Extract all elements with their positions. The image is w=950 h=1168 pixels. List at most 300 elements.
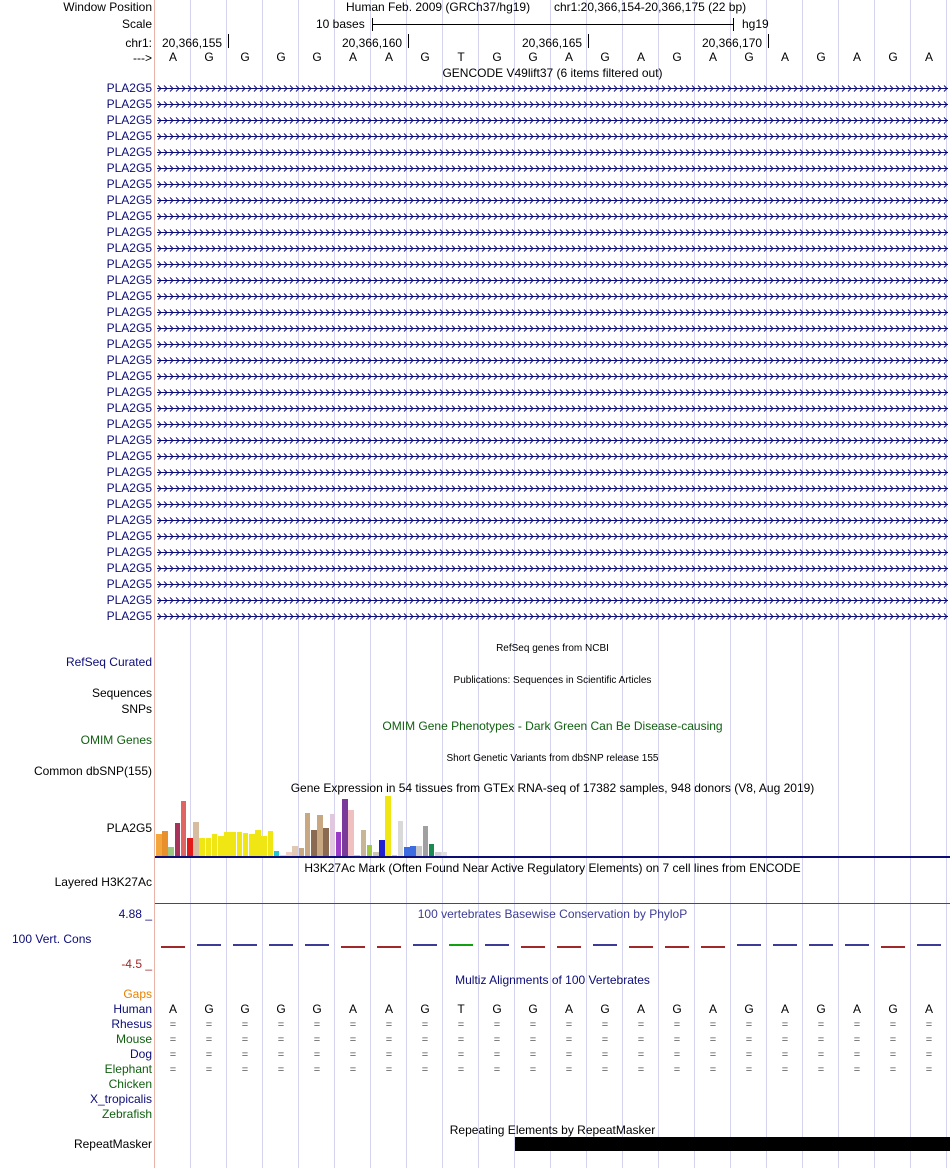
multiz-match-symbol: = (313, 1034, 321, 1046)
phylop-score-segment (629, 946, 653, 948)
gencode-transcript-row[interactable] (0, 337, 950, 352)
rmsk-track-title[interactable]: Repeating Elements by RepeatMasker (449, 1123, 656, 1137)
gencode-transcript-row[interactable] (0, 593, 950, 608)
phylop-score-segment (485, 944, 509, 946)
phylop-score-segment (377, 946, 401, 948)
multiz-match-symbol: = (817, 1049, 825, 1061)
multiz-match-symbol: = (817, 1019, 825, 1031)
multiz-match-symbol: = (241, 1064, 249, 1076)
multiz-species-label[interactable]: Rhesus (111, 1017, 152, 1031)
gtex-tissue-bar[interactable] (398, 821, 404, 856)
base-letter: A (636, 50, 645, 64)
strand-arrows (157, 501, 948, 508)
multiz-match-symbol: = (709, 1019, 717, 1031)
gtex-tissue-bar[interactable] (367, 845, 373, 856)
gtex-tissue-bar[interactable] (423, 826, 429, 856)
gencode-transcript-label[interactable]: PLA2G5 (106, 161, 152, 175)
multiz-match-symbol: = (745, 1049, 753, 1061)
coord-label: 20,366,155 (162, 36, 223, 50)
gtex-tissue-bar[interactable] (193, 822, 199, 856)
gtex-tissue-bar[interactable] (168, 847, 174, 856)
gencode-transcript-row[interactable] (0, 273, 950, 288)
phylop-score-segment (665, 946, 689, 948)
strand-arrows (157, 517, 948, 524)
gencode-transcript-row[interactable] (0, 113, 950, 128)
gencode-transcript-label[interactable]: PLA2G5 (106, 273, 152, 287)
gtex-tissue-bar[interactable] (429, 844, 435, 856)
gencode-transcript-label[interactable]: PLA2G5 (106, 401, 152, 415)
phylop-score-segment (521, 946, 545, 948)
gtex-tissue-bar[interactable] (206, 838, 212, 856)
gencode-transcript-label[interactable]: PLA2G5 (106, 337, 152, 351)
strand-arrows (157, 181, 948, 188)
base-letter: G (276, 50, 286, 64)
multiz-human-base: G (816, 1002, 826, 1016)
base-letter: G (744, 50, 754, 64)
strand-arrows (157, 389, 948, 396)
base-letter: A (564, 50, 573, 64)
gtex-tissue-bar[interactable] (175, 823, 181, 856)
strand-arrows (157, 453, 948, 460)
multiz-match-symbol: = (925, 1034, 933, 1046)
gencode-transcript-label[interactable]: PLA2G5 (106, 593, 152, 607)
multiz-match-symbol: = (493, 1019, 501, 1031)
base-letter: G (600, 50, 610, 64)
gencode-transcript-row[interactable] (0, 97, 950, 112)
multiz-match-symbol: = (529, 1049, 537, 1061)
multiz-match-symbol: = (781, 1034, 789, 1046)
multiz-match-symbol: = (421, 1019, 429, 1031)
region-title: chr1:20,366,154-20,366,175 (22 bp) (554, 0, 747, 14)
multiz-match-symbol: = (601, 1064, 609, 1076)
h3k27ac-signal-line (155, 903, 950, 904)
gtex-tissue-bar[interactable] (317, 815, 323, 856)
gtex-tissue-bar[interactable] (243, 833, 249, 856)
multiz-species-label[interactable]: X_tropicalis (89, 1092, 152, 1106)
phylop-score-segment (413, 944, 437, 946)
gencode-transcript-row[interactable] (0, 81, 950, 96)
coord-tick (588, 34, 589, 48)
multiz-human-base: A (780, 1002, 789, 1016)
gencode-transcript-row[interactable] (0, 417, 950, 432)
base-letter: G (312, 50, 322, 64)
multiz-match-symbol: = (205, 1064, 213, 1076)
gencode-transcript-row[interactable] (0, 465, 950, 480)
gencode-transcript-label[interactable]: PLA2G5 (106, 369, 152, 383)
gencode-transcript-label[interactable]: PLA2G5 (106, 481, 152, 495)
phylop-score-segment (773, 944, 797, 946)
gtex-tissue-bar[interactable] (410, 846, 416, 856)
phylop-score-segment (845, 944, 869, 946)
multiz-match-symbol: = (349, 1019, 357, 1031)
multiz-human-base: A (924, 1002, 933, 1016)
gencode-transcript-label[interactable]: PLA2G5 (106, 385, 152, 399)
assembly-title: Human Feb. 2009 (GRCh37/hg19) (346, 0, 531, 14)
repeat-element-block[interactable] (515, 1137, 950, 1151)
strand-arrows (157, 277, 948, 284)
coord-label: 20,366,165 (522, 36, 583, 50)
gtex-tissue-bar[interactable] (181, 801, 187, 856)
gencode-transcript-label[interactable]: PLA2G5 (106, 321, 152, 335)
multiz-human-base: A (852, 1002, 861, 1016)
base-letter: G (528, 50, 538, 64)
multiz-species-label[interactable]: Elephant (104, 1062, 152, 1076)
gencode-transcript-row[interactable] (0, 545, 950, 560)
multiz-match-symbol: = (709, 1064, 717, 1076)
multiz-human-base: G (600, 1002, 610, 1016)
gencode-transcript-label[interactable]: PLA2G5 (106, 561, 152, 575)
gencode-transcript-row[interactable] (0, 241, 950, 256)
gtex-tissue-bar[interactable] (348, 810, 354, 856)
gencode-transcript-row[interactable] (0, 529, 950, 544)
gencode-track-title[interactable]: GENCODE V49lift37 (6 items filtered out) (442, 66, 663, 80)
multiz-match-symbol: = (169, 1064, 177, 1076)
phylop-score-segment (737, 944, 761, 946)
gencode-transcript-label[interactable]: PLA2G5 (106, 209, 152, 223)
strand-arrows (157, 149, 948, 156)
strand-label: ---> (133, 51, 152, 65)
strand-arrows (157, 165, 948, 172)
gtex-baseline (155, 856, 950, 858)
multiz-match-symbol: = (493, 1049, 501, 1061)
multiz-match-symbol: = (673, 1064, 681, 1076)
gtex-tissue-bar[interactable] (237, 832, 243, 856)
gencode-transcript-row[interactable] (0, 497, 950, 512)
strand-arrows (157, 293, 948, 300)
multiz-match-symbol: = (673, 1034, 681, 1046)
gtex-tissue-bar[interactable] (162, 831, 168, 856)
multiz-match-symbol: = (493, 1064, 501, 1076)
multiz-human-base: T (457, 1002, 465, 1016)
phylop-track-label[interactable]: 100 Vert. Cons (12, 932, 92, 946)
h3k27ac-track-label[interactable]: Layered H3K27Ac (54, 875, 152, 889)
base-letter: G (420, 50, 430, 64)
pubs-track-label-snps[interactable]: SNPs (121, 702, 152, 716)
gtex-tissue-bar[interactable] (255, 830, 261, 856)
multiz-match-symbol: = (205, 1049, 213, 1061)
strand-arrows (157, 485, 948, 492)
gencode-transcript-row[interactable] (0, 209, 950, 224)
base-letter: G (204, 50, 214, 64)
gencode-transcript-row[interactable] (0, 257, 950, 272)
base-letter: T (457, 50, 465, 64)
multiz-match-symbol: = (565, 1049, 573, 1061)
multiz-match-symbol: = (421, 1049, 429, 1061)
gtex-tissue-bar[interactable] (311, 830, 317, 856)
gtex-tissue-bar[interactable] (249, 834, 255, 856)
pubs-track-label-sequences[interactable]: Sequences (91, 686, 152, 700)
refseq-track-title[interactable]: RefSeq genes from NCBI (496, 643, 609, 654)
strand-arrows (157, 469, 948, 476)
multiz-human-base: G (528, 1002, 538, 1016)
multiz-match-symbol: = (889, 1019, 897, 1031)
base-letter: G (672, 50, 682, 64)
gencode-transcript-label[interactable]: PLA2G5 (106, 353, 152, 367)
multiz-human-base: G (312, 1002, 322, 1016)
multiz-human-base: G (240, 1002, 250, 1016)
gencode-transcript-row[interactable] (0, 401, 950, 416)
strand-arrows (157, 565, 948, 572)
base-letter: A (384, 50, 393, 64)
gtex-tissue-bar[interactable] (268, 831, 274, 856)
gtex-tissue-bar[interactable] (230, 832, 236, 856)
strand-arrows (157, 597, 948, 604)
multiz-match-symbol: = (169, 1034, 177, 1046)
multiz-match-symbol: = (457, 1049, 465, 1061)
multiz-match-symbol: = (313, 1064, 321, 1076)
gtex-tissue-bar[interactable] (156, 834, 162, 856)
base-letter: A (708, 50, 717, 64)
gencode-transcript-label[interactable]: PLA2G5 (106, 465, 152, 479)
gencode-transcript-row[interactable] (0, 129, 950, 144)
multiz-match-symbol: = (277, 1034, 285, 1046)
gtex-tissue-bar[interactable] (299, 848, 305, 856)
gencode-transcript-label[interactable]: PLA2G5 (106, 513, 152, 527)
base-letter: A (348, 50, 357, 64)
omim-track-title[interactable]: OMIM Gene Phenotypes - Dark Green Can Be Disease-causing (382, 719, 723, 733)
multiz-human-base: G (492, 1002, 502, 1016)
gencode-transcript-row[interactable] (0, 561, 950, 576)
strand-arrows (157, 245, 948, 252)
scale-bar-line (372, 24, 733, 25)
phylop-score-segment (341, 946, 365, 948)
multiz-species-label[interactable]: Dog (129, 1047, 152, 1061)
gtex-track-label[interactable]: PLA2G5 (106, 821, 152, 835)
gencode-transcript-label[interactable]: PLA2G5 (106, 177, 152, 191)
gencode-transcript-row[interactable] (0, 385, 950, 400)
gtex-tissue-bar[interactable] (361, 830, 367, 856)
pubs-track-title[interactable]: Publications: Sequences in Scientific Articles (453, 675, 652, 686)
gtex-track-title[interactable]: Gene Expression in 54 tissues from GTEx RNA-seq of 17382 samples, 948 donors (V8, Aug 2019) (290, 781, 815, 795)
multiz-match-symbol: = (205, 1019, 213, 1031)
strand-arrows (157, 197, 948, 204)
phylop-max-label: 4.88 _ (118, 907, 152, 921)
multiz-match-symbol: = (241, 1049, 249, 1061)
multiz-match-symbol: = (529, 1034, 537, 1046)
multiz-human-base: A (168, 1002, 177, 1016)
multiz-match-symbol: = (889, 1034, 897, 1046)
multiz-match-symbol: = (529, 1019, 537, 1031)
multiz-match-symbol: = (457, 1034, 465, 1046)
phylop-score-segment (233, 944, 257, 946)
phylop-score-segment (449, 944, 473, 946)
gencode-transcript-row[interactable] (0, 289, 950, 304)
gencode-transcript-label[interactable]: PLA2G5 (106, 241, 152, 255)
gencode-transcript-row[interactable] (0, 193, 950, 208)
strand-arrows (157, 309, 948, 316)
multiz-track-title[interactable]: Multiz Alignments of 100 Vertebrates (455, 973, 650, 987)
multiz-match-symbol: = (925, 1019, 933, 1031)
multiz-gaps-label[interactable]: Gaps (123, 987, 152, 1001)
strand-arrows (157, 341, 948, 348)
multiz-match-symbol: = (925, 1049, 933, 1061)
base-letter: G (492, 50, 502, 64)
strand-arrows (157, 213, 948, 220)
multiz-species-label[interactable]: Human (113, 1002, 152, 1016)
multiz-species-label[interactable]: Chicken (108, 1077, 152, 1091)
gtex-tissue-bar[interactable] (199, 838, 205, 856)
gtex-tissue-bar[interactable] (305, 813, 311, 856)
phylop-score-segment (881, 946, 905, 948)
gtex-tissue-bar[interactable] (261, 836, 267, 856)
multiz-match-symbol: = (817, 1064, 825, 1076)
multiz-match-symbol: = (781, 1019, 789, 1031)
phylop-score-segment (305, 944, 329, 946)
multiz-human-base: G (276, 1002, 286, 1016)
gtex-tissue-bar[interactable] (342, 799, 348, 856)
multiz-match-symbol: = (565, 1019, 573, 1031)
gencode-transcript-row[interactable] (0, 161, 950, 176)
gencode-transcript-row[interactable] (0, 177, 950, 192)
multiz-match-symbol: = (745, 1034, 753, 1046)
phylop-score-segment (269, 944, 293, 946)
multiz-human-base: A (636, 1002, 645, 1016)
rmsk-track-label[interactable]: RepeatMasker (73, 1137, 152, 1151)
multiz-match-symbol: = (457, 1064, 465, 1076)
gencode-transcript-label[interactable]: PLA2G5 (106, 97, 152, 111)
h3k27ac-track-title[interactable]: H3K27Ac Mark (Often Found Near Active Regulatory Elements) on 7 cell lines from ENCODE (304, 861, 801, 875)
base-letter: G (888, 50, 898, 64)
gtex-tissue-bar[interactable] (336, 832, 342, 856)
coord-tick (408, 34, 409, 48)
multiz-match-symbol: = (853, 1034, 861, 1046)
dbsnp-track-title[interactable]: Short Genetic Variants from dbSNP release 155 (446, 753, 659, 764)
gencode-transcript-row[interactable] (0, 513, 950, 528)
multiz-match-symbol: = (169, 1049, 177, 1061)
gencode-transcript-label[interactable]: PLA2G5 (106, 225, 152, 239)
multiz-match-symbol: = (385, 1034, 393, 1046)
gencode-transcript-label[interactable]: PLA2G5 (106, 257, 152, 271)
multiz-match-symbol: = (745, 1019, 753, 1031)
multiz-match-symbol: = (529, 1064, 537, 1076)
gtex-tissue-bar[interactable] (379, 840, 385, 856)
multiz-match-symbol: = (889, 1064, 897, 1076)
multiz-match-symbol: = (493, 1034, 501, 1046)
gencode-transcript-row[interactable] (0, 225, 950, 240)
multiz-match-symbol: = (421, 1034, 429, 1046)
gtex-tissue-bar[interactable] (416, 846, 422, 856)
gencode-transcript-row[interactable] (0, 609, 950, 624)
multiz-match-symbol: = (313, 1019, 321, 1031)
scale-db-label: hg19 (742, 17, 769, 31)
gencode-transcript-row[interactable] (0, 369, 950, 384)
strand-arrows (157, 613, 948, 620)
multiz-human-base: G (204, 1002, 214, 1016)
gencode-transcript-row[interactable] (0, 449, 950, 464)
multiz-match-symbol: = (601, 1049, 609, 1061)
multiz-match-symbol: = (349, 1034, 357, 1046)
gencode-transcript-label[interactable]: PLA2G5 (106, 289, 152, 303)
gtex-tissue-bar[interactable] (330, 814, 336, 856)
dbsnp-track-label[interactable]: Common dbSNP(155) (33, 764, 152, 778)
phylop-score-segment (161, 946, 185, 948)
scale-bar-text: 10 bases (316, 17, 365, 31)
strand-arrows (157, 405, 948, 412)
gencode-transcript-label[interactable]: PLA2G5 (106, 609, 152, 623)
phylop-score-segment (197, 944, 221, 946)
scale-label: Scale (121, 17, 152, 31)
multiz-match-symbol: = (385, 1019, 393, 1031)
gtex-tissue-bar[interactable] (385, 796, 391, 856)
gencode-transcript-label[interactable]: PLA2G5 (106, 193, 152, 207)
gtex-tissue-bar[interactable] (212, 834, 218, 856)
gencode-transcript-label[interactable]: PLA2G5 (106, 417, 152, 431)
multiz-match-symbol: = (313, 1049, 321, 1061)
strand-arrows (157, 549, 948, 556)
gencode-transcript-row[interactable] (0, 305, 950, 320)
gtex-tissue-bar[interactable] (218, 836, 224, 856)
phylop-track-title[interactable]: 100 vertebrates Basewise Conservation by PhyloP (417, 907, 688, 921)
gtex-tissue-bar[interactable] (323, 828, 329, 856)
gencode-transcript-label[interactable]: PLA2G5 (106, 433, 152, 447)
gencode-transcript-label[interactable]: PLA2G5 (106, 449, 152, 463)
multiz-match-symbol: = (817, 1034, 825, 1046)
base-letter: A (852, 50, 861, 64)
multiz-match-symbol: = (349, 1064, 357, 1076)
multiz-match-symbol: = (169, 1019, 177, 1031)
multiz-match-symbol: = (277, 1064, 285, 1076)
multiz-species-label[interactable]: Mouse (115, 1032, 152, 1046)
gencode-transcript-row[interactable] (0, 145, 950, 160)
gencode-transcript-row[interactable] (0, 433, 950, 448)
gencode-transcript-label[interactable]: PLA2G5 (106, 529, 152, 543)
gencode-transcript-label[interactable]: PLA2G5 (106, 145, 152, 159)
gencode-transcript-label[interactable]: PLA2G5 (106, 545, 152, 559)
multiz-species-label[interactable]: Zebrafish (101, 1107, 152, 1121)
strand-arrows (157, 117, 948, 124)
multiz-match-symbol: = (853, 1064, 861, 1076)
gencode-transcript-label[interactable]: PLA2G5 (106, 497, 152, 511)
gtex-tissue-bar[interactable] (292, 846, 298, 856)
multiz-match-symbol: = (709, 1034, 717, 1046)
multiz-human-base: A (564, 1002, 573, 1016)
omim-track-label[interactable]: OMIM Genes (80, 733, 152, 747)
gencode-transcript-row[interactable] (0, 577, 950, 592)
refseq-track-label[interactable]: RefSeq Curated (65, 655, 152, 669)
gencode-transcript-row[interactable] (0, 481, 950, 496)
window-position-label: Window Position (63, 0, 152, 14)
multiz-match-symbol: = (277, 1049, 285, 1061)
multiz-human-base: G (420, 1002, 430, 1016)
gencode-transcript-label[interactable]: PLA2G5 (106, 81, 152, 95)
multiz-match-symbol: = (637, 1019, 645, 1031)
gencode-transcript-row[interactable] (0, 353, 950, 368)
multiz-match-symbol: = (385, 1064, 393, 1076)
strand-arrows (157, 373, 948, 380)
gencode-transcript-row[interactable] (0, 321, 950, 336)
phylop-score-segment (557, 946, 581, 948)
multiz-match-symbol: = (601, 1019, 609, 1031)
gtex-tissue-bar[interactable] (224, 832, 230, 856)
gencode-transcript-label[interactable]: PLA2G5 (106, 129, 152, 143)
gencode-transcript-label[interactable]: PLA2G5 (106, 577, 152, 591)
multiz-human-base: A (708, 1002, 717, 1016)
gencode-transcript-label[interactable]: PLA2G5 (106, 113, 152, 127)
base-letter: G (240, 50, 250, 64)
gencode-transcript-label[interactable]: PLA2G5 (106, 305, 152, 319)
multiz-match-symbol: = (853, 1019, 861, 1031)
gtex-tissue-bar[interactable] (404, 847, 410, 856)
strand-arrows (157, 325, 948, 332)
gtex-tissue-bar[interactable] (187, 838, 193, 856)
multiz-match-symbol: = (349, 1049, 357, 1061)
strand-arrows (157, 357, 948, 364)
scale-bar-right-tick (733, 18, 734, 31)
phylop-min-label: -4.5 _ (121, 957, 152, 971)
base-letter: A (924, 50, 933, 64)
phylop-score-segment (917, 944, 941, 946)
multiz-match-symbol: = (241, 1019, 249, 1031)
